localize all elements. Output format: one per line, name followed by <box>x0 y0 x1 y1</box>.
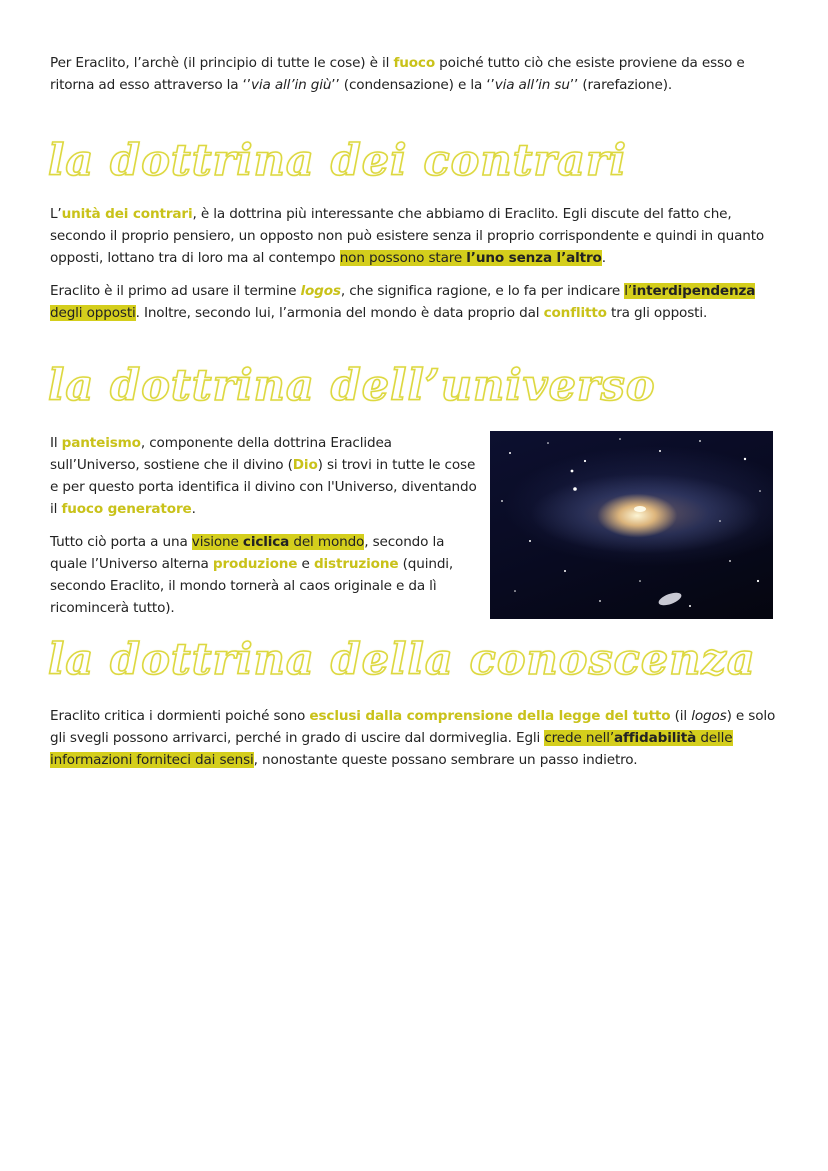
highlight-del-mondo: del mondo <box>289 534 365 550</box>
body-text: tra gli opposti. <box>606 305 708 321</box>
body-text: ) si trovi in tutte le cose e per questo porta identifica il divino con l'Universo, diventando il <box>50 457 477 517</box>
body-text: , che significa ragione, e lo fa per indicare <box>340 283 625 299</box>
heading-contrari: la dottrina dei contrari <box>48 136 627 186</box>
body-text: Il <box>50 435 62 451</box>
galaxy-stars-icon <box>490 431 773 619</box>
keyword-esclusi: esclusi dalla comprensione della legge del tutto <box>309 708 671 724</box>
body-text: , secondo la quale l’Universo alterna <box>50 534 445 572</box>
contrari-paragraph-2 <box>50 280 775 324</box>
body-text: , componente della dottrina Eraclidea sull’Universo, sostiene che il divino ( <box>50 435 392 473</box>
keyword-distruzione: distruzione <box>313 556 399 572</box>
body-text: , è la dottrina più interessante che abbiamo di Eraclito. Egli discute del fatto che, secondo il proprio pensiero, un opposto non può esistere senza il proprio corrispondente e quindi in quanto opposti, lottano tra di loro ma al contempo <box>50 206 765 266</box>
keyword-unita-contrari: unità dei contrari <box>61 206 193 222</box>
heading-universo: la dottrina dell’universo <box>48 361 656 411</box>
highlight-ciclica: ciclica <box>242 534 290 550</box>
highlight-crede: crede nell’ <box>544 730 614 746</box>
phrase-logos: logos <box>691 708 727 724</box>
body-text: Tutto ciò porta a una <box>50 534 192 550</box>
intro-text: ’’ (condensazione) e la ‘’ <box>331 77 495 93</box>
body-text: ) e solo gli svegli possono arrivarci, perché in grado di uscire dal dormiveglia. Egli <box>50 708 776 746</box>
conoscenza-paragraph-1 <box>50 705 785 771</box>
highlight-visione: visione <box>191 534 243 550</box>
body-text: , nonostante queste possano sembrare un passo indietro. <box>253 752 638 768</box>
intro-text: Per Eraclito, l’archè (il principio di tutte le cose) è il <box>50 55 394 71</box>
intro-paragraph <box>50 52 780 96</box>
keyword-fuoco: fuoco <box>393 55 436 71</box>
heading-conoscenza: la dottrina della conoscenza <box>48 635 756 685</box>
highlight-interdipendenza: interdipendenza <box>632 283 756 299</box>
body-text: Eraclito critica i dormienti poiché sono <box>50 708 310 724</box>
body-text: e <box>297 556 314 572</box>
body-text: . <box>601 250 606 266</box>
phrase-via-su: via all’in su <box>494 77 570 93</box>
body-text: . Inoltre, secondo lui, l’armonia del mondo è data proprio dal <box>135 305 544 321</box>
keyword-dio: Dio <box>292 457 318 473</box>
body-text: (il <box>670 708 692 724</box>
highlight-informazioni-sensi: delle informazioni forniteci dai sensi <box>50 730 733 768</box>
intro-text: ’’ (rarefazione). <box>569 77 673 93</box>
galaxy-image <box>490 431 773 619</box>
highlight-l: l’ <box>624 283 633 299</box>
intro-text: poiché tutto ciò che esiste proviene da esso e ritorna ad esso attraverso la ‘’ <box>50 55 745 93</box>
body-text: (quindi, secondo Eraclito, il mondo tornerà al caos originale e da lì ricomincerà tutto). <box>50 556 454 616</box>
universo-paragraph-2 <box>50 531 475 619</box>
highlight-affidabilita: affidabilità <box>614 730 697 746</box>
phrase-via-giu: via all’in giù <box>250 77 332 93</box>
highlight-degli-opposti: degli opposti <box>50 305 136 321</box>
body-text: L’ <box>50 206 62 222</box>
contrari-paragraph-1 <box>50 203 790 269</box>
keyword-produzione: produzione <box>212 556 298 572</box>
keyword-conflitto: conflitto <box>543 305 607 321</box>
keyword-logos: logos <box>300 283 341 299</box>
body-text: . <box>191 501 196 517</box>
body-text: Eraclito è il primo ad usare il termine <box>50 283 301 299</box>
universo-paragraph-1 <box>50 432 480 520</box>
keyword-panteismo: panteismo <box>61 435 141 451</box>
keyword-fuoco-generatore: fuoco generatore <box>61 501 192 517</box>
highlight-non-possono: non possono stare <box>339 250 467 266</box>
highlight-uno-senza-altro: l’uno senza l’altro <box>466 250 602 266</box>
